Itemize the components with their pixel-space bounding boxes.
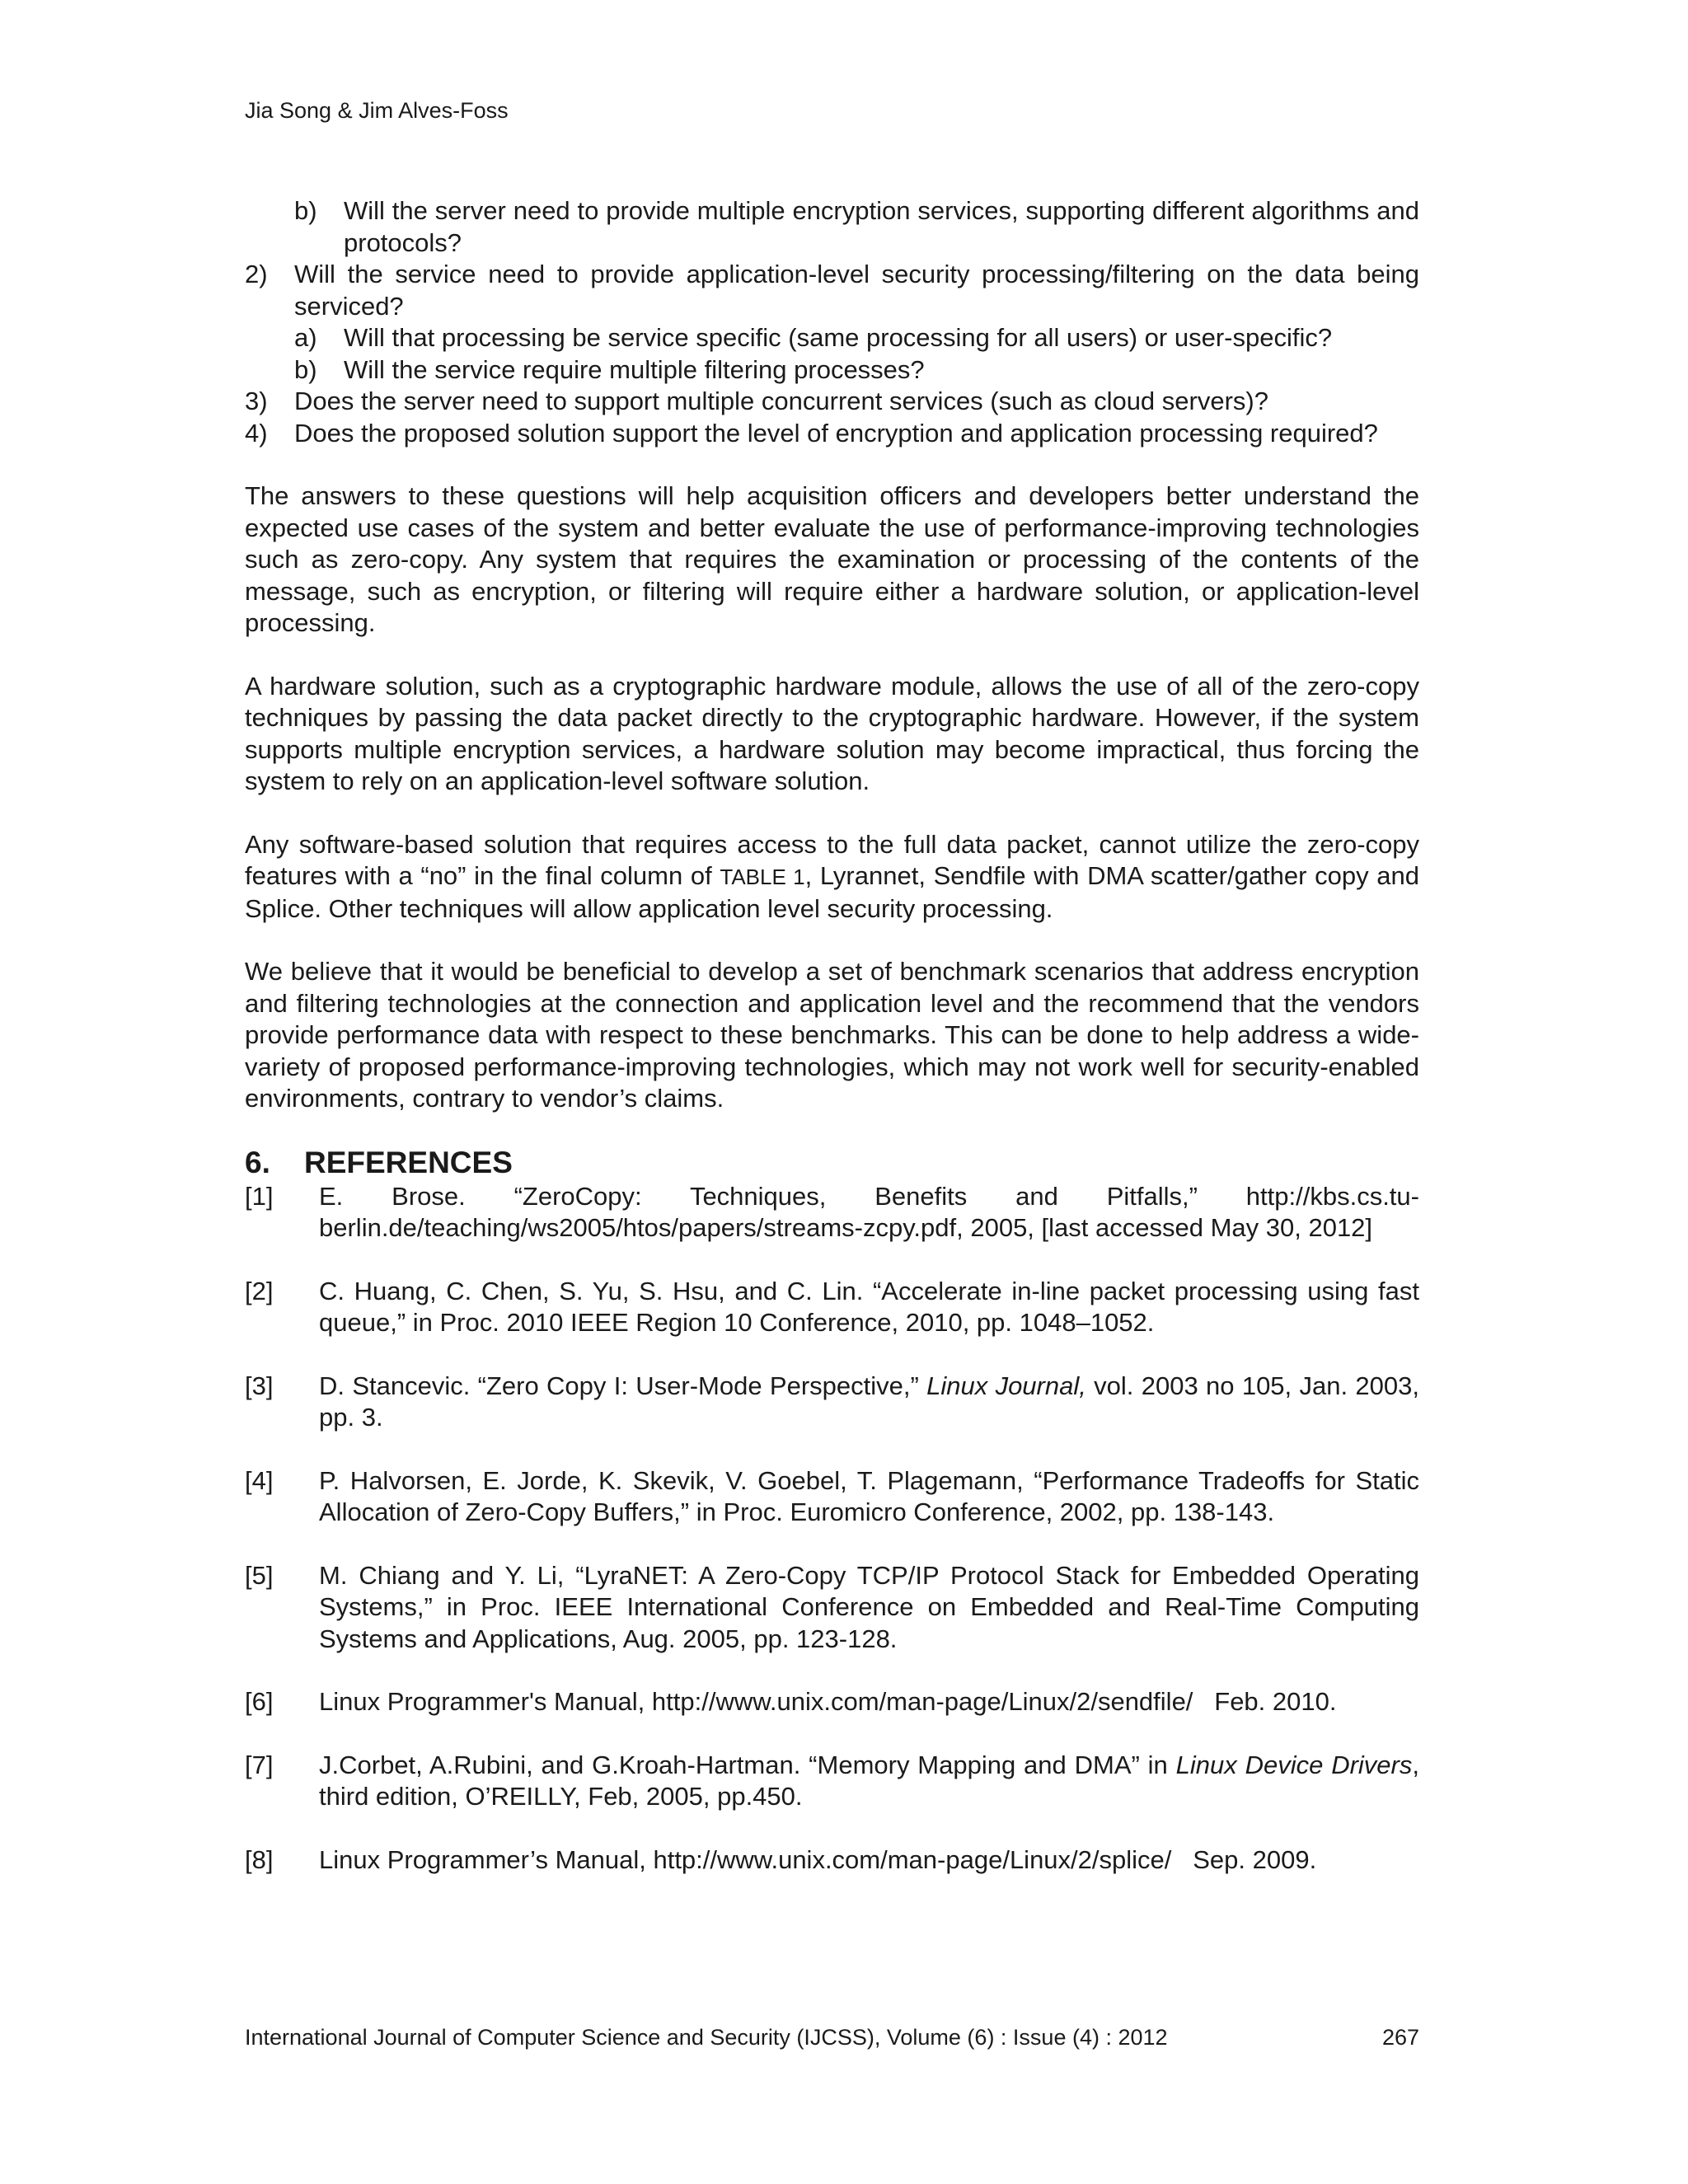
reference-text: Linux Programmer's Manual, http://www.unix.com/man-page/Linux/2/sendfile/ Feb. 2010. — [319, 1687, 1337, 1716]
reference-text: Linux Programmer’s Manual, http://www.unix.com/man-page/Linux/2/splice/ Sep. 2009. — [319, 1844, 1317, 1874]
journal-title: Linux Journal, — [926, 1371, 1086, 1400]
reference-marker: [5] — [245, 1560, 274, 1590]
reference-text-part: vol. 2003 no 105, Jan. 2003, pp. 3. — [319, 1371, 1419, 1432]
journal-citation: International Journal of Computer Science and Security (IJCSS), Volume (6) : Issue (4) : 2012 — [245, 2025, 1168, 2050]
reference-item — [245, 1276, 1419, 1339]
paragraph-text: Any software-based solution that requires access to the full data packet, cannot utilize the zero-copy features with a “no” in the final column of — [245, 829, 1419, 890]
reference-item — [245, 1844, 1419, 1877]
table-reference: TABLE 1 — [720, 865, 805, 889]
section-title: REFERENCES — [304, 1145, 513, 1179]
list-item-text: Does the proposed solution support the level of encryption and application processing required? — [294, 418, 1378, 448]
list-item — [245, 386, 1419, 418]
reference-item — [245, 1560, 1419, 1656]
body-paragraph: A hardware solution, such as a cryptographic hardware module, allows the use of all of the zero-copy techniques by passing the data packet directly to the cryptographic hardware. However, if the system supports multiple encryption services, a hardware solution may become impractical, thus forcing the system to rely on an application-level software solution. — [245, 671, 1419, 795]
body-paragraph — [245, 829, 1419, 926]
running-header: Jia Song & Jim Alves-Foss — [245, 98, 509, 123]
list-marker: 3) — [245, 387, 268, 415]
reference-item — [245, 1686, 1419, 1718]
reference-item — [245, 1371, 1419, 1434]
page-number: 267 — [1381, 2025, 1419, 2050]
reference-text: M. Chiang and Y. Li, “LyraNET: A Zero-Copy TCP/IP Protocol Stack for Embedded Operating Systems,” in Proc. IEEE International Conference on Embedded and Real-Time Computing Systems and Applications, Aug. 2005, pp. 123-128. — [319, 1560, 1419, 1653]
reference-marker: [8] — [245, 1844, 274, 1874]
body-paragraph: The answers to these questions will help acquisition officers and developers better understand the expected use cases of the system and better evaluate the use of performance-improving technologies such as zero-copy. Any system that requires the examination or processing of the contents of the message, such as encryption, or filtering will require either a hardware solution, or application-level processing. — [245, 481, 1419, 637]
reference-marker: [2] — [245, 1276, 274, 1305]
list-item-text: Will the service need to provide application-level security processing/filtering on the data being serviced? — [294, 260, 1419, 321]
reference-item — [245, 1750, 1419, 1813]
reference-text: C. Huang, C. Chen, S. Yu, S. Hsu, and C. Lin. “Accelerate in-line packet processing using fast queue,” in Proc. 2010 IEEE Region 10 Conference, 2010, pp. 1048–1052. — [319, 1276, 1419, 1337]
section-heading — [245, 1145, 1419, 1181]
list-marker: 2) — [245, 260, 268, 288]
list-marker: a) — [294, 323, 317, 352]
list-marker: b) — [294, 196, 317, 225]
reference-item — [245, 1465, 1419, 1529]
reference-text — [319, 1371, 1419, 1432]
reference-text-part: J.Corbet, A.Rubini, and G.Kroah-Hartman. “Memory Mapping and DMA” in — [319, 1750, 1176, 1779]
page-body — [245, 195, 1419, 1876]
body-paragraph: We believe that it would be beneficial to develop a set of benchmark scenarios that address encryption and filtering technologies at the connection and application level and the recommend that the vendors provide performance data with respect to these benchmarks. This can be done to help address a wide-variety of proposed performance-improving technologies, which may not work well for security-enabled environments, contrary to vendor’s claims. — [245, 957, 1419, 1113]
list-item-text: Will the service require multiple filtering processes? — [344, 354, 925, 384]
section-number: 6. — [245, 1145, 270, 1179]
reference-marker: [1] — [245, 1181, 274, 1211]
list-marker: b) — [294, 354, 317, 384]
reference-marker: [7] — [245, 1750, 274, 1779]
reference-marker: [3] — [245, 1371, 274, 1400]
list-item — [245, 418, 1419, 450]
list-marker: 4) — [245, 418, 268, 448]
reference-marker: [6] — [245, 1687, 274, 1716]
reference-text — [319, 1750, 1419, 1811]
reference-text-part: , third edition, O’REILLY, Feb, 2005, pp.450. — [319, 1750, 1419, 1811]
list-item — [245, 259, 1419, 322]
reference-text: E. Brose. “ZeroCopy: Techniques, Benefits and Pitfalls,” http://kbs.cs.tu-berlin.de/teaching/ws2005/htos/papers/streams-zcpy.pdf, 2005, [last accessed May 30, 2012] — [319, 1181, 1419, 1242]
list-item — [245, 354, 1419, 387]
book-title: Linux Device Drivers — [1175, 1750, 1413, 1779]
list-item — [245, 195, 1419, 259]
paragraph-text: , Lyrannet, Sendfile with DMA scatter/gather copy and Splice. Other techniques will allow application level security processing. — [245, 861, 1420, 923]
list-item — [245, 322, 1419, 354]
reference-marker: [4] — [245, 1465, 274, 1495]
reference-text-part: D. Stancevic. “Zero Copy I: User-Mode Perspective,” — [319, 1371, 927, 1400]
reference-text: P. Halvorsen, E. Jorde, K. Skevik, V. Goebel, T. Plagemann, “Performance Tradeoffs for Static Allocation of Zero-Copy Buffers,” in Proc. Euromicro Conference, 2002, pp. 138-143. — [319, 1465, 1419, 1526]
list-item-text: Will the server need to provide multiple encryption services, supporting different algorithms and protocols? — [344, 196, 1419, 257]
list-item-text: Does the server need to support multiple concurrent services (such as cloud servers)? — [294, 387, 1268, 415]
list-item-text: Will that processing be service specific (same processing for all users) or user-specific? — [344, 323, 1333, 352]
reference-item — [245, 1181, 1419, 1244]
